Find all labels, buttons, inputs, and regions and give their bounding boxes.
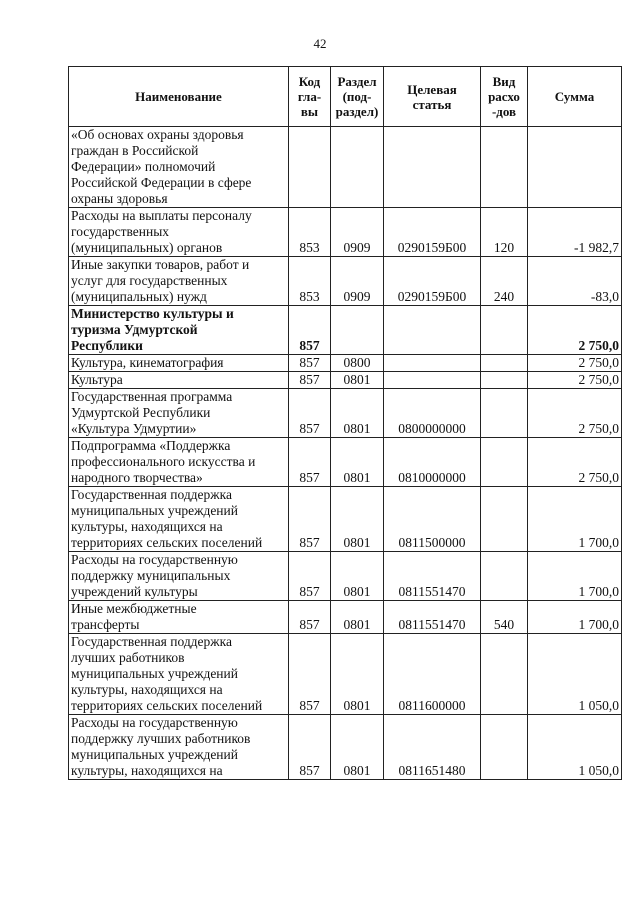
row-celevaya (384, 372, 481, 389)
table-row (69, 487, 622, 552)
table-row (69, 715, 622, 780)
row-summa (528, 127, 622, 208)
row-vid (481, 438, 528, 487)
row-summa: 1 700,0 (528, 487, 622, 552)
row-kod: 857 (289, 487, 331, 552)
row-summa: -83,0 (528, 257, 622, 306)
row-name: Расходы на государственную поддержку лучших работников муниципальных учреждений культуры, находящихся на (69, 715, 289, 780)
row-kod: 857 (289, 372, 331, 389)
row-name: Государственная поддержка лучших работников муниципальных учреждений культуры, находящихся на территориях сельских поселений (69, 634, 289, 715)
header-celevaya: Целевая статья (384, 67, 481, 127)
header-razdel: Раздел (под- раздел) (331, 67, 384, 127)
row-summa: 1 050,0 (528, 715, 622, 780)
row-kod: 857 (289, 306, 331, 355)
row-razdel: 0801 (331, 389, 384, 438)
row-summa: 2 750,0 (528, 306, 622, 355)
row-razdel: 0801 (331, 438, 384, 487)
row-vid (481, 355, 528, 372)
row-summa: 2 750,0 (528, 372, 622, 389)
row-vid: 540 (481, 601, 528, 634)
row-vid: 120 (481, 208, 528, 257)
row-kod (289, 127, 331, 208)
row-vid (481, 487, 528, 552)
row-name: Культура, кинематография (69, 355, 289, 372)
table-row (69, 552, 622, 601)
table-row (69, 601, 622, 634)
table-body (69, 127, 622, 780)
row-razdel: 0801 (331, 715, 384, 780)
row-kod: 857 (289, 552, 331, 601)
header-kod: Код гла- вы (289, 67, 331, 127)
row-vid (481, 552, 528, 601)
row-name: Иные закупки товаров, работ и услуг для государственных (муниципальных) нужд (69, 257, 289, 306)
header-vid: Вид расхо -дов (481, 67, 528, 127)
row-summa: 2 750,0 (528, 438, 622, 487)
row-kod: 857 (289, 715, 331, 780)
table-row (69, 438, 622, 487)
row-vid: 240 (481, 257, 528, 306)
table-row (69, 389, 622, 438)
row-celevaya: 0290159Б00 (384, 208, 481, 257)
row-kod: 857 (289, 389, 331, 438)
row-razdel: 0801 (331, 552, 384, 601)
row-razdel: 0801 (331, 487, 384, 552)
header-summa: Сумма (528, 67, 622, 127)
row-summa: 2 750,0 (528, 389, 622, 438)
row-name: Государственная поддержка муниципальных учреждений культуры, находящихся на территориях сельских поселений (69, 487, 289, 552)
row-summa: 2 750,0 (528, 355, 622, 372)
table-row (69, 372, 622, 389)
row-razdel (331, 127, 384, 208)
row-razdel: 0909 (331, 208, 384, 257)
row-celevaya: 0800000000 (384, 389, 481, 438)
row-name: Иные межбюджетные трансферты (69, 601, 289, 634)
row-celevaya (384, 306, 481, 355)
row-celevaya: 0811551470 (384, 601, 481, 634)
row-celevaya: 0811600000 (384, 634, 481, 715)
row-vid (481, 389, 528, 438)
row-summa: 1 050,0 (528, 634, 622, 715)
row-razdel: 0800 (331, 355, 384, 372)
row-razdel (331, 306, 384, 355)
row-razdel: 0801 (331, 372, 384, 389)
table-row (69, 355, 622, 372)
row-kod: 853 (289, 257, 331, 306)
row-kod: 857 (289, 634, 331, 715)
page-number: 42 (313, 36, 327, 51)
row-kod: 857 (289, 355, 331, 372)
row-name: Расходы на выплаты персоналу государственных (муниципальных) органов (69, 208, 289, 257)
row-razdel: 0801 (331, 634, 384, 715)
row-celevaya: 0811500000 (384, 487, 481, 552)
row-vid (481, 715, 528, 780)
table-row (69, 127, 622, 208)
row-name: Расходы на государственную поддержку муниципальных учреждений культуры (69, 552, 289, 601)
row-name: Государственная программа Удмуртской Республики «Культура Удмуртии» (69, 389, 289, 438)
row-razdel: 0801 (331, 601, 384, 634)
row-vid (481, 127, 528, 208)
row-kod: 857 (289, 601, 331, 634)
row-name: Культура (69, 372, 289, 389)
row-summa: 1 700,0 (528, 552, 622, 601)
budget-table (68, 66, 622, 780)
row-kod: 857 (289, 438, 331, 487)
row-celevaya (384, 127, 481, 208)
row-name: «Об основах охраны здоровья граждан в Российской Федерации» полномочий Российской Федерации в сфере охраны здоровья (69, 127, 289, 208)
row-celevaya: 0290159Б00 (384, 257, 481, 306)
row-celevaya: 0811651480 (384, 715, 481, 780)
header-name: Наименование (69, 67, 289, 127)
table-row (69, 306, 622, 355)
table-row (69, 257, 622, 306)
header-row (69, 67, 622, 127)
row-razdel: 0909 (331, 257, 384, 306)
row-vid (481, 634, 528, 715)
row-celevaya: 0810000000 (384, 438, 481, 487)
row-summa: 1 700,0 (528, 601, 622, 634)
row-celevaya (384, 355, 481, 372)
row-celevaya: 0811551470 (384, 552, 481, 601)
table-row (69, 208, 622, 257)
row-kod: 853 (289, 208, 331, 257)
row-vid (481, 372, 528, 389)
row-name: Подпрограмма «Поддержка профессионального искусства и народного творчества» (69, 438, 289, 487)
row-summa: -1 982,7 (528, 208, 622, 257)
table-row (69, 634, 622, 715)
row-vid (481, 306, 528, 355)
row-name: Министерство культуры и туризма Удмуртской Республики (69, 306, 289, 355)
